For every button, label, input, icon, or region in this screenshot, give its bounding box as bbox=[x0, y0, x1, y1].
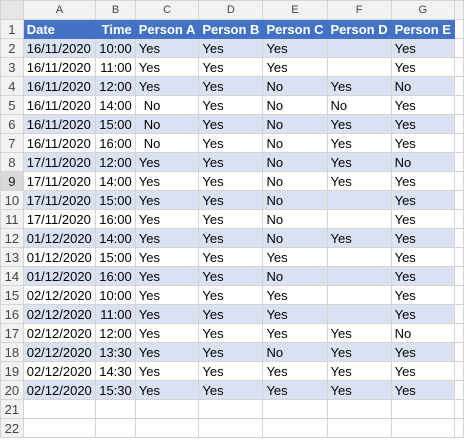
table-cell[interactable]: 11:00 bbox=[96, 58, 136, 77]
row-header[interactable]: 8 bbox=[1, 153, 24, 172]
table-cell[interactable]: No bbox=[263, 134, 327, 153]
empty-cell[interactable] bbox=[454, 381, 463, 400]
table-cell[interactable]: Yes bbox=[199, 172, 263, 191]
table-cell[interactable]: Yes bbox=[263, 362, 327, 381]
table-cell[interactable]: Yes bbox=[135, 324, 199, 343]
empty-cell[interactable] bbox=[391, 419, 454, 438]
empty-cell[interactable] bbox=[454, 305, 463, 324]
empty-cell[interactable] bbox=[391, 400, 454, 419]
table-cell[interactable]: 16/11/2020 bbox=[23, 115, 96, 134]
table-cell[interactable]: Yes bbox=[199, 286, 263, 305]
table-cell[interactable]: Yes bbox=[263, 58, 327, 77]
table-cell[interactable]: Yes bbox=[199, 267, 263, 286]
row-header[interactable]: 5 bbox=[1, 96, 24, 115]
column-header-extra[interactable] bbox=[454, 1, 463, 20]
table-cell[interactable]: 16/11/2020 bbox=[23, 58, 96, 77]
row-header[interactable]: 2 bbox=[1, 39, 24, 58]
table-cell[interactable]: Yes bbox=[391, 381, 454, 400]
table-cell[interactable]: 02/12/2020 bbox=[23, 343, 96, 362]
row-header[interactable]: 12 bbox=[1, 229, 24, 248]
select-all-corner[interactable] bbox=[1, 1, 24, 20]
table-cell[interactable]: Yes bbox=[135, 229, 199, 248]
table-cell[interactable]: 16/11/2020 bbox=[23, 77, 96, 96]
row-header[interactable]: 19 bbox=[1, 362, 24, 381]
table-cell[interactable]: Yes bbox=[263, 381, 327, 400]
row-header[interactable]: 14 bbox=[1, 267, 24, 286]
table-cell[interactable] bbox=[327, 267, 391, 286]
table-cell[interactable]: Yes bbox=[135, 210, 199, 229]
empty-cell[interactable] bbox=[454, 229, 463, 248]
table-cell[interactable]: Yes bbox=[135, 248, 199, 267]
table-cell[interactable]: Yes bbox=[391, 58, 454, 77]
table-cell[interactable]: Yes bbox=[199, 343, 263, 362]
column-header-row bbox=[1, 1, 464, 20]
row-header[interactable]: 1 bbox=[1, 20, 24, 39]
empty-cell[interactable] bbox=[454, 172, 463, 191]
table-cell[interactable]: Yes bbox=[391, 134, 454, 153]
row-header[interactable]: 13 bbox=[1, 248, 24, 267]
table-row bbox=[1, 153, 464, 172]
table-cell[interactable]: 14:00 bbox=[96, 229, 136, 248]
table-row bbox=[1, 39, 464, 58]
table-cell[interactable]: Yes bbox=[327, 153, 391, 172]
empty-cell[interactable] bbox=[327, 400, 391, 419]
table-cell[interactable]: No bbox=[263, 115, 327, 134]
table-cell[interactable]: No bbox=[263, 210, 327, 229]
table-cell[interactable]: Yes bbox=[327, 77, 391, 96]
table-cell[interactable]: No bbox=[135, 134, 199, 153]
table-cell[interactable]: 10:00 bbox=[96, 286, 136, 305]
empty-cell[interactable] bbox=[454, 267, 463, 286]
table-cell[interactable]: Yes bbox=[135, 343, 199, 362]
table-cell[interactable]: Yes bbox=[391, 267, 454, 286]
table-cell[interactable]: Yes bbox=[199, 191, 263, 210]
table-cell[interactable]: 14:00 bbox=[96, 96, 136, 115]
table-row bbox=[1, 229, 464, 248]
table-cell[interactable]: Yes bbox=[263, 39, 327, 58]
table-cell[interactable]: Yes bbox=[135, 267, 199, 286]
table-row bbox=[1, 381, 464, 400]
table-cell[interactable]: 02/12/2020 bbox=[23, 286, 96, 305]
column-header-f[interactable]: F bbox=[327, 1, 391, 20]
empty-cell[interactable] bbox=[454, 362, 463, 381]
table-cell[interactable]: Yes bbox=[327, 115, 391, 134]
table-cell[interactable]: Yes bbox=[263, 305, 327, 324]
table-cell[interactable]: No bbox=[263, 96, 327, 115]
table-cell[interactable]: No bbox=[263, 343, 327, 362]
table-cell[interactable] bbox=[327, 210, 391, 229]
empty-cell[interactable] bbox=[454, 324, 463, 343]
table-cell[interactable]: 10:00 bbox=[96, 39, 136, 58]
table-cell[interactable]: Yes bbox=[199, 39, 263, 58]
empty-cell[interactable] bbox=[23, 400, 96, 419]
table-cell[interactable]: Yes bbox=[135, 153, 199, 172]
table-cell[interactable] bbox=[327, 286, 391, 305]
row-header[interactable]: 16 bbox=[1, 305, 24, 324]
table-cell[interactable]: 02/12/2020 bbox=[23, 381, 96, 400]
table-cell[interactable]: Yes bbox=[327, 134, 391, 153]
empty-cell[interactable] bbox=[96, 419, 136, 438]
table-cell[interactable]: 15:00 bbox=[96, 248, 136, 267]
table-cell[interactable]: No bbox=[263, 229, 327, 248]
table-cell[interactable]: Yes bbox=[199, 58, 263, 77]
table-cell[interactable]: Yes bbox=[327, 229, 391, 248]
table-cell[interactable]: No bbox=[263, 77, 327, 96]
table-cell[interactable]: 14:00 bbox=[96, 172, 136, 191]
row-header[interactable]: 7 bbox=[1, 134, 24, 153]
table-cell[interactable]: 17/11/2020 bbox=[23, 191, 96, 210]
table-row bbox=[1, 248, 464, 267]
table-cell[interactable]: Yes bbox=[263, 324, 327, 343]
header-cell[interactable]: Person A bbox=[135, 20, 199, 39]
row-header[interactable]: 10 bbox=[1, 191, 24, 210]
table-cell[interactable]: Yes bbox=[199, 362, 263, 381]
table-cell[interactable]: Yes bbox=[199, 248, 263, 267]
column-header-e[interactable]: E bbox=[263, 1, 327, 20]
row-header[interactable]: 20 bbox=[1, 381, 24, 400]
empty-cell[interactable] bbox=[454, 419, 463, 438]
table-cell[interactable]: Yes bbox=[263, 248, 327, 267]
table-cell[interactable]: 12:00 bbox=[96, 324, 136, 343]
table-cell[interactable]: 15:00 bbox=[96, 191, 136, 210]
table-cell[interactable]: No bbox=[263, 267, 327, 286]
empty-cell[interactable] bbox=[454, 58, 463, 77]
table-row bbox=[1, 267, 464, 286]
row-header[interactable]: 22 bbox=[1, 419, 24, 438]
table-cell[interactable]: 02/12/2020 bbox=[23, 305, 96, 324]
table-row bbox=[1, 343, 464, 362]
empty-cell[interactable] bbox=[454, 286, 463, 305]
empty-cell[interactable] bbox=[454, 153, 463, 172]
table-cell[interactable]: No bbox=[391, 153, 454, 172]
column-header-d[interactable]: D bbox=[199, 1, 263, 20]
table-cell[interactable]: Yes bbox=[391, 248, 454, 267]
table-cell[interactable]: 16/11/2020 bbox=[23, 96, 96, 115]
table-cell[interactable]: Yes bbox=[391, 115, 454, 134]
table-cell[interactable]: Yes bbox=[135, 381, 199, 400]
row-header[interactable]: 15 bbox=[1, 286, 24, 305]
header-cell[interactable]: Person E bbox=[391, 20, 454, 39]
table-cell[interactable]: No bbox=[263, 153, 327, 172]
table-cell[interactable]: Yes bbox=[135, 286, 199, 305]
table-cell[interactable] bbox=[327, 191, 391, 210]
table-cell[interactable]: Yes bbox=[391, 343, 454, 362]
table-cell[interactable]: Yes bbox=[199, 305, 263, 324]
empty-cell[interactable] bbox=[454, 134, 463, 153]
table-row bbox=[1, 172, 464, 191]
empty-cell[interactable] bbox=[454, 210, 463, 229]
row-header[interactable]: 17 bbox=[1, 324, 24, 343]
table-cell[interactable]: 17/11/2020 bbox=[23, 210, 96, 229]
empty-cell[interactable] bbox=[96, 400, 136, 419]
empty-cell[interactable] bbox=[454, 115, 463, 134]
empty-cell[interactable] bbox=[135, 400, 199, 419]
header-cell[interactable]: Person C bbox=[263, 20, 327, 39]
empty-cell[interactable] bbox=[23, 419, 96, 438]
header-cell[interactable]: Person B bbox=[199, 20, 263, 39]
table-cell[interactable]: 13:30 bbox=[96, 343, 136, 362]
table-cell[interactable]: 16:00 bbox=[96, 210, 136, 229]
table-cell[interactable]: 12:00 bbox=[96, 77, 136, 96]
table-row bbox=[1, 324, 464, 343]
table-cell[interactable]: 15:30 bbox=[96, 381, 136, 400]
table-cell[interactable]: Yes bbox=[135, 191, 199, 210]
column-header-a[interactable]: A bbox=[23, 1, 96, 20]
table-cell[interactable]: Yes bbox=[199, 324, 263, 343]
table-cell[interactable]: Yes bbox=[263, 286, 327, 305]
table-cell[interactable]: Yes bbox=[199, 153, 263, 172]
table-row bbox=[1, 191, 464, 210]
table-cell[interactable]: 16/11/2020 bbox=[23, 39, 96, 58]
row-header[interactable]: 9 bbox=[1, 172, 24, 191]
table-cell[interactable] bbox=[327, 248, 391, 267]
table-cell[interactable]: Yes bbox=[135, 172, 199, 191]
table-cell[interactable]: Yes bbox=[199, 381, 263, 400]
empty-cell[interactable] bbox=[454, 20, 463, 39]
table-cell[interactable]: Yes bbox=[391, 305, 454, 324]
table-cell[interactable]: 16:00 bbox=[96, 267, 136, 286]
table-row bbox=[1, 210, 464, 229]
table-cell[interactable]: Yes bbox=[199, 96, 263, 115]
table-cell[interactable]: Yes bbox=[391, 210, 454, 229]
table-cell[interactable]: Yes bbox=[327, 172, 391, 191]
table-cell[interactable]: No bbox=[263, 191, 327, 210]
table-cell[interactable]: Yes bbox=[135, 77, 199, 96]
table-row bbox=[1, 400, 464, 419]
table-cell[interactable] bbox=[327, 305, 391, 324]
empty-cell[interactable] bbox=[454, 400, 463, 419]
table-cell[interactable]: Yes bbox=[199, 229, 263, 248]
empty-cell[interactable] bbox=[135, 419, 199, 438]
table-cell[interactable]: Yes bbox=[391, 362, 454, 381]
table-cell[interactable]: 17/11/2020 bbox=[23, 153, 96, 172]
table-cell[interactable]: 01/12/2020 bbox=[23, 267, 96, 286]
table-cell[interactable]: Yes bbox=[199, 134, 263, 153]
table-cell[interactable]: 02/12/2020 bbox=[23, 362, 96, 381]
table-cell[interactable] bbox=[327, 58, 391, 77]
table-cell[interactable]: Yes bbox=[135, 39, 199, 58]
column-header-b[interactable]: B bbox=[96, 1, 136, 20]
header-cell[interactable]: Time bbox=[96, 20, 136, 39]
table-cell[interactable]: Yes bbox=[199, 77, 263, 96]
table-cell[interactable]: No bbox=[135, 96, 199, 115]
row-header[interactable]: 18 bbox=[1, 343, 24, 362]
empty-cell[interactable] bbox=[199, 400, 263, 419]
table-cell[interactable]: 16/11/2020 bbox=[23, 134, 96, 153]
table-row bbox=[1, 305, 464, 324]
table-row bbox=[1, 115, 464, 134]
table-row bbox=[1, 286, 464, 305]
table-cell[interactable] bbox=[327, 39, 391, 58]
table-cell[interactable]: 16:00 bbox=[96, 134, 136, 153]
empty-cell[interactable] bbox=[199, 419, 263, 438]
table-cell[interactable]: Yes bbox=[391, 96, 454, 115]
table-cell[interactable]: No bbox=[391, 77, 454, 96]
empty-cell[interactable] bbox=[454, 343, 463, 362]
table-header-row bbox=[1, 20, 464, 39]
table-cell[interactable]: No bbox=[263, 172, 327, 191]
table-cell[interactable]: Yes bbox=[135, 305, 199, 324]
table-cell[interactable]: 01/12/2020 bbox=[23, 248, 96, 267]
table-row bbox=[1, 77, 464, 96]
table-cell[interactable]: Yes bbox=[135, 362, 199, 381]
empty-cell[interactable] bbox=[454, 77, 463, 96]
row-header[interactable]: 4 bbox=[1, 77, 24, 96]
table-cell[interactable]: 02/12/2020 bbox=[23, 324, 96, 343]
empty-cell[interactable] bbox=[454, 191, 463, 210]
table-cell[interactable]: Yes bbox=[391, 191, 454, 210]
table-row bbox=[1, 134, 464, 153]
table-cell[interactable]: 17/11/2020 bbox=[23, 172, 96, 191]
empty-cell[interactable] bbox=[263, 419, 327, 438]
table-cell[interactable]: No bbox=[135, 115, 199, 134]
table-cell[interactable]: Yes bbox=[391, 286, 454, 305]
table-cell[interactable]: Yes bbox=[327, 324, 391, 343]
table-cell[interactable]: Yes bbox=[199, 210, 263, 229]
table-cell[interactable]: 01/12/2020 bbox=[23, 229, 96, 248]
table-cell[interactable]: Yes bbox=[391, 172, 454, 191]
header-cell[interactable]: Date bbox=[23, 20, 96, 39]
table-cell[interactable]: 15:00 bbox=[96, 115, 136, 134]
table-row bbox=[1, 96, 464, 115]
table-row bbox=[1, 419, 464, 438]
table-cell[interactable]: 11:00 bbox=[96, 305, 136, 324]
header-cell[interactable]: Person D bbox=[327, 20, 391, 39]
table-cell[interactable]: 12:00 bbox=[96, 153, 136, 172]
empty-cell[interactable] bbox=[454, 248, 463, 267]
empty-cell[interactable] bbox=[327, 419, 391, 438]
table-cell[interactable]: Yes bbox=[327, 381, 391, 400]
table-row bbox=[1, 58, 464, 77]
row-header[interactable]: 21 bbox=[1, 400, 24, 419]
table-cell[interactable]: No bbox=[327, 96, 391, 115]
empty-cell[interactable] bbox=[454, 96, 463, 115]
table-row bbox=[1, 362, 464, 381]
table-cell[interactable]: Yes bbox=[327, 362, 391, 381]
empty-cell[interactable] bbox=[454, 39, 463, 58]
column-header-c[interactable]: C bbox=[135, 1, 199, 20]
table-cell[interactable]: Yes bbox=[391, 39, 454, 58]
table-cell[interactable]: Yes bbox=[327, 343, 391, 362]
empty-cell[interactable] bbox=[263, 400, 327, 419]
row-header[interactable]: 11 bbox=[1, 210, 24, 229]
column-header-g[interactable]: G bbox=[391, 1, 454, 20]
table-cell[interactable]: No bbox=[391, 324, 454, 343]
row-header[interactable]: 6 bbox=[1, 115, 24, 134]
table-cell[interactable]: Yes bbox=[199, 115, 263, 134]
row-header[interactable]: 3 bbox=[1, 58, 24, 77]
table-cell[interactable]: Yes bbox=[135, 58, 199, 77]
table-cell[interactable]: 14:30 bbox=[96, 362, 136, 381]
table-cell[interactable]: Yes bbox=[391, 229, 454, 248]
